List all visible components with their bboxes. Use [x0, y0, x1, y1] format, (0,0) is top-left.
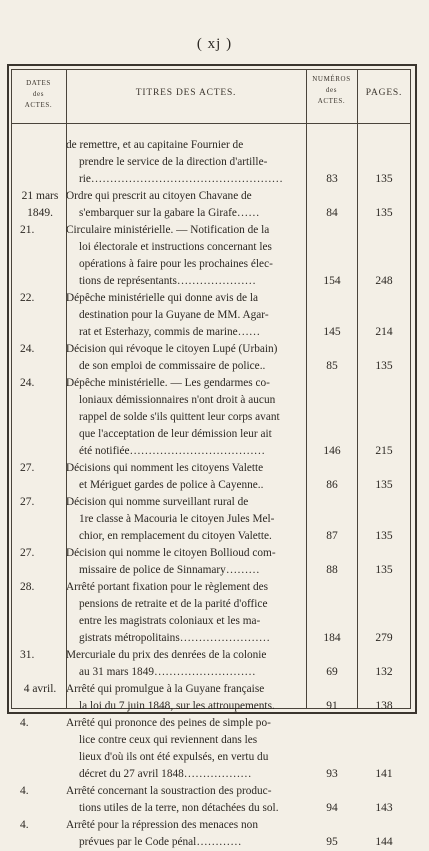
- entry-title-line: 1re classe à Macouria le citoyen Jules Mel-: [79, 513, 275, 525]
- entry-date: 21.: [20, 224, 35, 236]
- entry-title-line: entre les magistrats coloniaux et les ma-: [79, 615, 261, 627]
- entry-title-line: prévues par le Code pénal…………: [79, 836, 242, 848]
- entry-number: 91: [326, 700, 338, 712]
- entry-title-line: Décision qui nomme surveillant rural de: [66, 496, 249, 508]
- entry-date: 4 avril.: [23, 683, 57, 695]
- entry-title-line: Dépêche ministérielle qui donne avis de la: [66, 292, 258, 304]
- entry-number: 184: [323, 632, 341, 644]
- entry-title-line: Arrêté pour la répression des menaces non: [66, 819, 258, 831]
- entry-title-line: que l'acceptation de leur démission leur ait: [79, 428, 272, 440]
- entry-title-line: Décision qui nomme le citoyen Bollioud com-: [66, 547, 276, 559]
- entry-page: 138: [375, 700, 393, 712]
- header-numbers-line1: NUMÉROS: [312, 75, 351, 83]
- entry-title-line: s'embarquer sur la gabare la Girafe……: [79, 207, 260, 219]
- entry-title-line: gistrats métropolitains……………………: [79, 632, 271, 644]
- entries-list: [0, 137, 429, 851]
- entry-date: 28.: [20, 581, 35, 593]
- entry-title-line: Décision qui révoque le citoyen Lupé (Urbain): [66, 343, 278, 355]
- entry-title-line: Circulaire ministérielle. — Notification de la: [66, 224, 270, 236]
- header-divider: [11, 123, 411, 124]
- entry-page: 135: [375, 173, 393, 185]
- list-item: [0, 783, 429, 817]
- entry-title-line: rie……………………………………………: [79, 173, 283, 185]
- entry-number: 145: [323, 326, 341, 338]
- list-item: [0, 817, 429, 851]
- entry-number: 88: [326, 564, 338, 576]
- list-item: [0, 494, 429, 545]
- entry-number: 86: [326, 479, 338, 491]
- entry-page: 248: [375, 275, 393, 287]
- entry-date: 4.: [20, 785, 29, 797]
- entry-title-line: Ordre qui prescrit au citoyen Chavane de: [66, 190, 252, 202]
- list-item: [0, 341, 429, 375]
- list-item: [0, 222, 429, 290]
- list-item: [0, 681, 429, 715]
- entry-title-line: Arrêté qui promulgue à la Guyane française: [66, 683, 265, 695]
- header-pages: PAGES.: [365, 88, 403, 98]
- list-item: [0, 290, 429, 341]
- header-dates-line2: des: [32, 90, 45, 98]
- entry-page: 135: [375, 479, 393, 491]
- list-item: [0, 137, 429, 188]
- entry-title-line: de son emploi de commissaire de police..: [79, 360, 266, 372]
- entry-title-line: destination pour la Guyane de MM. Agar-: [79, 309, 269, 321]
- entry-title-line: Arrêté concernant la soustraction des produc-: [66, 785, 272, 797]
- entry-number: 146: [323, 445, 341, 457]
- entry-page: 135: [375, 530, 393, 542]
- list-item: [0, 375, 429, 460]
- entry-page: 143: [375, 802, 393, 814]
- entry-title-line: la loi du 7 juin 1848, sur les attroupements.: [79, 700, 275, 712]
- entry-number: 84: [326, 207, 338, 219]
- list-item: [0, 579, 429, 647]
- entry-date: 4.: [20, 819, 29, 831]
- entry-page: 214: [375, 326, 393, 338]
- entry-title-line: tions utiles de la terre, non détachées du sol.: [79, 802, 279, 814]
- entry-page: 135: [375, 207, 393, 219]
- page-number: ( xj ): [196, 36, 233, 52]
- entry-date: 4.: [20, 717, 29, 729]
- entry-title-line: lieux d'où ils ont été expulsés, en vertu du: [79, 751, 269, 763]
- entry-number: 87: [326, 530, 338, 542]
- entry-number: 154: [323, 275, 341, 287]
- header-dates-line1: DATES: [26, 79, 51, 87]
- entry-number: 93: [326, 768, 338, 780]
- entry-title-line: Dépêche ministérielle. — Les gendarmes co-: [66, 377, 270, 389]
- entry-title-line: été notifiée………………………………: [79, 445, 266, 457]
- list-item: [0, 545, 429, 579]
- list-item: [0, 460, 429, 494]
- entry-title-line: Décisions qui nomment les citoyens Valette: [66, 462, 264, 474]
- entry-title-line: pensions de retraite et de la parité d'office: [79, 598, 268, 610]
- list-item: [0, 188, 429, 222]
- entry-title-line: de remettre, et au capitaine Fournier de: [66, 139, 244, 151]
- header-numbers: [306, 74, 357, 107]
- entry-title-line: missaire de police de Sinnamary………: [79, 564, 260, 576]
- entry-date: 31.: [20, 649, 35, 661]
- entry-title-line: loi électorale et instructions concernant les: [79, 241, 272, 253]
- entry-title-line: opérations à faire pour les prochaines élec-: [79, 258, 273, 270]
- entry-title-line: lice contre ceux qui reviennent dans les: [79, 734, 258, 746]
- entry-page: 144: [375, 836, 393, 848]
- entry-date: 1849.: [27, 207, 53, 219]
- entry-number: 95: [326, 836, 338, 848]
- entry-number: 85: [326, 360, 338, 372]
- entry-page: 279: [375, 632, 393, 644]
- entry-number: 94: [326, 802, 338, 814]
- entry-title-line: et Mériguet gardes de police à Cayenne..: [79, 479, 264, 491]
- header-titles: TITRES DES ACTES.: [135, 88, 237, 98]
- entry-title-line: décret du 27 avril 1848………………: [79, 768, 252, 780]
- entry-date: 27.: [20, 496, 35, 508]
- entry-date: 22.: [20, 292, 35, 304]
- entry-title-line: rappel de solde s'ils quittent leur corps avant: [79, 411, 280, 423]
- entry-date: 21 mars: [21, 190, 59, 202]
- entry-title-line: Mercuriale du prix des denrées de la colonie: [66, 649, 267, 661]
- header-numbers-line2: des: [325, 86, 338, 94]
- entry-page: 132: [375, 666, 393, 678]
- entry-title-line: chior, en remplacement du citoyen Valette.: [79, 530, 272, 542]
- entry-page: 215: [375, 445, 393, 457]
- entry-page: 141: [375, 768, 393, 780]
- header-dates: [11, 78, 66, 111]
- entry-date: 24.: [20, 377, 35, 389]
- entry-date: 24.: [20, 343, 35, 355]
- entry-title-line: Arrêté qui prononce des peines de simple po-: [66, 717, 271, 729]
- entry-title-line: loniaux démissionnaires n'ont droit à aucun: [79, 394, 276, 406]
- list-item: [0, 715, 429, 783]
- entry-title-line: Arrêté portant fixation pour le règlement des: [66, 581, 269, 593]
- entry-title-line: tions de représentants…………………: [79, 275, 256, 287]
- list-item: [0, 647, 429, 681]
- entry-title-line: rat et Esterhazy, commis de marine……: [79, 326, 261, 338]
- entry-date: 27.: [20, 462, 35, 474]
- header-dates-line3: ACTES.: [24, 101, 53, 109]
- header-numbers-line3: ACTES.: [317, 97, 346, 105]
- entry-title-line: prendre le service de la direction d'artille-: [79, 156, 268, 168]
- entry-date: 27.: [20, 547, 35, 559]
- entry-title-line: au 31 mars 1849………………………: [79, 666, 256, 678]
- entry-page: 135: [375, 564, 393, 576]
- entry-number: 69: [326, 666, 338, 678]
- entry-page: 135: [375, 360, 393, 372]
- entry-number: 83: [326, 173, 338, 185]
